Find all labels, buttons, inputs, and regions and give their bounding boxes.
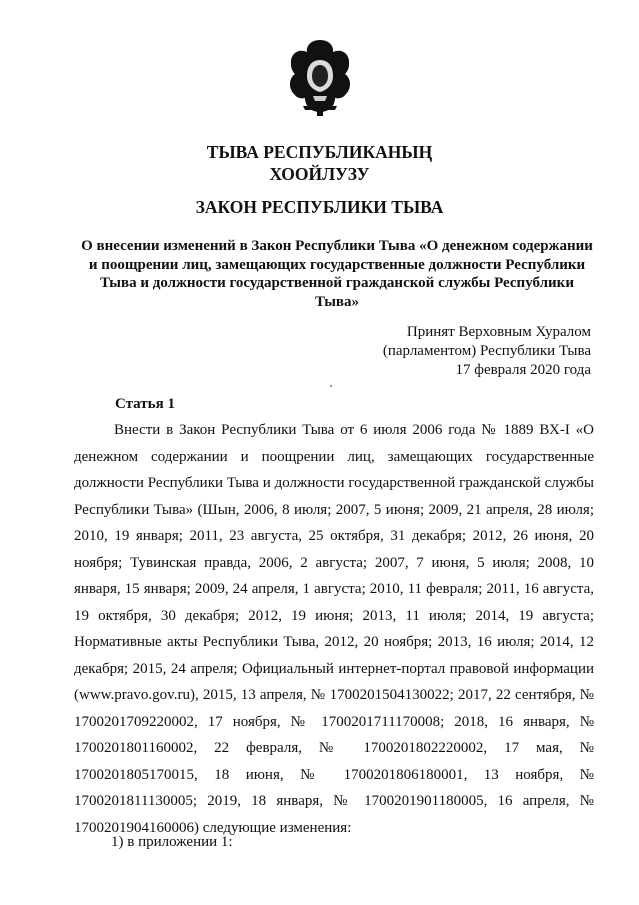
adoption-line-1: Принят Верховным Хуралом bbox=[406, 324, 591, 340]
republic-emblem bbox=[287, 38, 353, 118]
list-item: 1) в приложении 1: bbox=[111, 834, 233, 850]
tuvan-line-1: ТЫВА РЕСПУБЛИКАНЫҢ bbox=[206, 142, 433, 162]
adoption-block bbox=[383, 323, 591, 380]
law-subject: О внесении изменений в Закон Республики Тыва «О денежном содержании и поощрении лиц, замещающих государственные должности Республики Тыва и должности государственной гражданской службы Республики Тыва» bbox=[81, 238, 593, 310]
adoption-line-2: (парламентом) Республики Тыва bbox=[382, 343, 591, 359]
law-title: ЗАКОН РЕСПУБЛИКИ ТЫВА bbox=[195, 197, 444, 217]
adoption-date: 17 февраля 2020 года bbox=[455, 362, 591, 378]
tuvan-line-2: ХООЙЛУЗУ bbox=[269, 164, 370, 184]
tuvan-law-title bbox=[0, 141, 639, 185]
article-paragraph: Внести в Закон Республики Тыва от 6 июля 2006 года № 1889 ВХ-I «О денежном содержании и поощрении лиц, замещающих государственные должности Республики Тыва и должности государственной гражданской службы Республики Тыва» (Шын, 2006, 8 июля; 2007, 5 июня; 2009, 21 апреля, 28 июля; 2010, 19 января; 2011, 23 августа, 25 октября, 31 декабря; 2012, 26 июня, 20 ноября; Тувинская правда, 2006, 2 августа; 2007, 7 июня, 5 июля; 2008, 10 января, 15 января; 2009, 24 апреля, 1 августа; 2010, 11 февраля; 2011, 16 августа, 19 октября, 30 декабря; 2012, 19 июня; 2013, 11 июля; 2014, 19 августа; Нормативные акты Республики Тыва, 2012, 20 ноября; 2013, 16 июля; 2014, 12 декабря; 2015, 24 апреля; Официальный интернет-портал правовой информации (www.pravo.gov.ru), 2015, 13 апреля, № 1700201504130022; 2017, 22 сентября, № 1700201709220002, 17 ноября, № 1700201711170008; 2018, 16 января, № 1700201801160002, 22 февраля, № 1700201802220002, 17 мая, № 1700201805170015, 18 июня, № 1700201806180001, 13 ноября, № 1700201811130005; 2019, 18 января, № 1700201901180005, 16 апреля, № 1700201904160006) следующие изменения: bbox=[74, 422, 594, 836]
scan-dot bbox=[330, 385, 332, 387]
article-heading: Статья 1 bbox=[115, 396, 175, 412]
